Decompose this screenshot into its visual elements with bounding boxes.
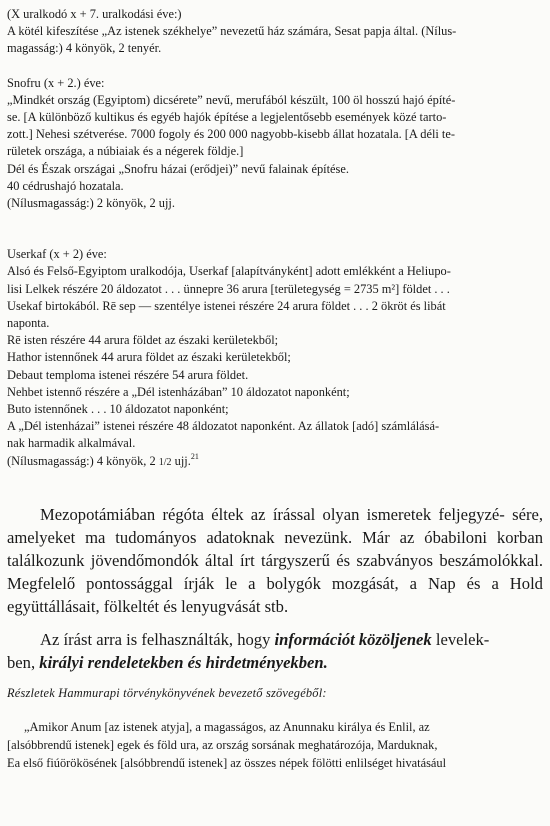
quote-caption: Részletek Hammurapi törvénykönyvének bevezető szövegéből: xyxy=(7,686,327,701)
text-line: se. [A különböző kultikus és egyéb hajók építése a legjelentősebb események közé tarto- xyxy=(7,110,447,125)
annals-heading: Snofru (x + 2.) éve: xyxy=(7,75,105,90)
text-line: nak harmadik alkalmával. xyxy=(7,436,136,451)
quote-line: [alsóbbrendű istenek] egek és föld ura, az ország sorsának meghatározója, Marduknak, xyxy=(7,738,438,753)
text-run: ben, xyxy=(7,653,40,673)
text-line: lisi Lelkek részére 20 áldozatot . . . ünnepre 36 arura [területegység = 2735 m²] földet . . . xyxy=(7,281,450,296)
text-line: Alsó és Felső-Egyiptom uralkodója, Userkaf [alapítványként] adott emlékként a Heliupo- xyxy=(7,264,451,279)
text-line: sére, amelyeket ma tudományos adatoknak nevezünk. Már az óbabiloni xyxy=(7,504,543,547)
text-line: Dél és Észak országai „Snofru házai (erődjei)” nevű falainak építése. xyxy=(7,161,349,176)
text-line: (Nílusmagasság:) 2 könyök, 2 ujj. xyxy=(7,196,175,211)
annals-section-3 xyxy=(7,212,543,471)
text-line: „Mindkét ország (Egyiptom) dicsérete” nevű, merufából készült, 100 öl hosszú hajó építé- xyxy=(7,92,456,107)
nile-height-suffix: ujj. xyxy=(171,453,191,468)
quote-block xyxy=(7,719,543,772)
annals-heading: Userkaf (x + 2) éve: xyxy=(7,247,107,262)
emphasis: információt közöljenek xyxy=(274,630,432,650)
text-line: Buto istennőnek . . . 10 áldozatot naponként; xyxy=(7,402,229,417)
body-paragraph-1 xyxy=(7,504,543,619)
text-line: A kötél kifeszítése „Az istenek székhelye” nevezetű ház számára, Sesat papja által. (Nílus- xyxy=(7,24,457,39)
text-line: magasság:) 4 könyök, 2 tenyér. xyxy=(7,41,162,56)
text-line: Hathor istennőnek 44 arura földet az északi kerületekből; xyxy=(7,350,291,365)
quote-line: Ea első fiúörökösének [alsóbbrendű istenek] az összes népek fölötti enlilséget hivatásául xyxy=(7,755,447,770)
text-line: naponta. xyxy=(7,316,50,331)
text-line: Nap és a Hold együttállásait, fölkeltét és lenyugvását stb. xyxy=(7,573,543,616)
nile-height-prefix: (Nílusmagasság:) 4 könyök, 2 xyxy=(7,453,159,468)
text-line: Nehbet istennő részére a „Dél istenházában” 10 áldozatot naponként; xyxy=(7,384,350,399)
text-line: A „Dél istenházai” istenei részére 48 áldozatot naponként. Az állatok [adó] számlálásá- xyxy=(7,419,440,434)
text-line: beszámolókkal. Megfelelő pontossággal írják le a bolygók mozgását, a xyxy=(7,550,543,593)
text-run: Az írást arra is felhasználták, hogy xyxy=(40,630,275,650)
body-text xyxy=(7,504,543,675)
fraction: 1/2 xyxy=(158,456,172,468)
text-line: zott.] Nehesi szétverése. 7000 fogoly és 200 000 nagyobb-kisebb állat hozatala. [A déli te- xyxy=(7,127,455,142)
annals-heading: (X uralkodó x + 7. uralkodási éve:) xyxy=(7,7,182,21)
nile-height-line xyxy=(7,453,543,471)
footnote-marker: 21 xyxy=(190,451,199,461)
quote-line: „Amikor Anum [az istenek atyja], a magasságos, az Anunnaku királya és Enlil, az xyxy=(24,720,430,735)
book-page xyxy=(7,6,543,773)
text-line: korban találkozunk jövendőmondók által írt tárgyszerű és szabványos xyxy=(7,527,543,570)
emphasis: királyi rendeletekben és hirdetményekben. xyxy=(39,653,328,673)
text-line: rületek országa, a núbiaiak és a négerek földje.] xyxy=(7,144,244,159)
text-line: 40 cédrushajó hozatala. xyxy=(7,178,124,193)
text-line: Rē isten részére 44 arura földet az északi kerületekből; xyxy=(7,333,279,348)
text-line: Mezopotámiában régóta éltek az írással olyan ismeretek feljegyzé- xyxy=(40,504,505,524)
annals-section-2 xyxy=(7,58,543,213)
body-paragraph-2 xyxy=(7,629,543,675)
text-run: levelek- xyxy=(431,630,490,650)
text-line: Usekaf birtokából. Rē sep — szentélye istenei részére 24 arura földet . . . 2 ökröt és libát xyxy=(7,298,446,313)
annals-section-1 xyxy=(7,6,543,58)
text-line: Debaut temploma istenei részére 54 arura földet. xyxy=(7,367,249,382)
